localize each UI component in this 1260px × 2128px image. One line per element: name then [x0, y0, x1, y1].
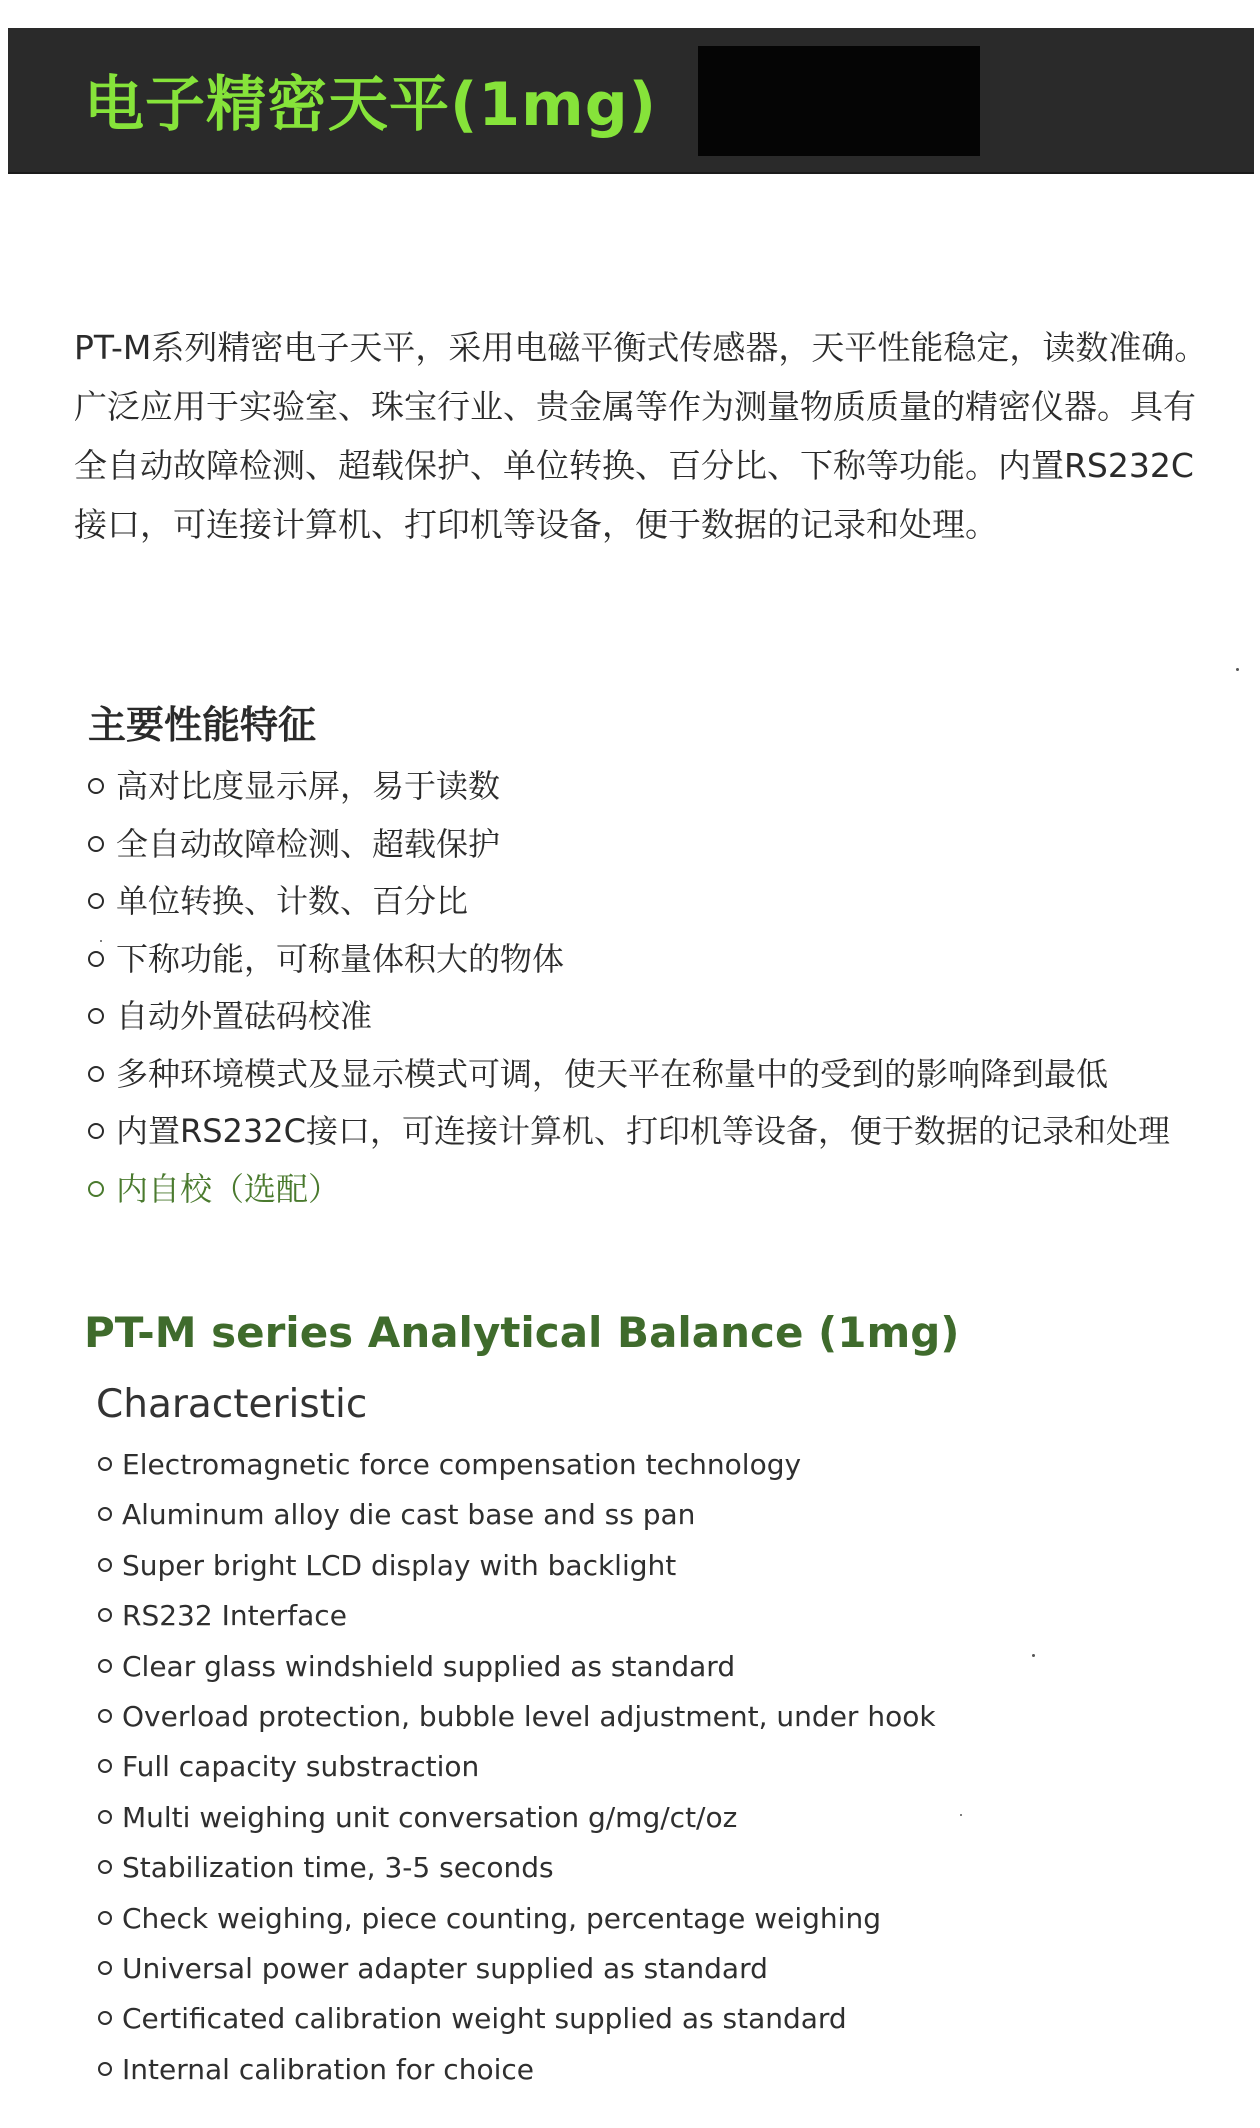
- circle-bullet-icon: [88, 1008, 104, 1024]
- intro-line: 全自动故障检测、超载保护、单位转换、百分比、下称等功能。内置RS232C: [74, 446, 1194, 485]
- circle-bullet-icon: [88, 951, 104, 967]
- list-item: [98, 1440, 936, 1490]
- list-item: [98, 1742, 936, 1792]
- header-banner: [8, 28, 1254, 174]
- list-item: [98, 1894, 936, 1944]
- list-item-text: Aluminum alloy die cast base and ss pan: [122, 1498, 696, 1532]
- circle-bullet-icon: [98, 1608, 112, 1622]
- list-item-text: 下称功能，可称量体积大的物体: [116, 939, 565, 978]
- features-en-list: [98, 1440, 936, 2095]
- list-item-text: Overload protection, bubble level adjustment, under hook: [122, 1699, 936, 1733]
- list-item: [98, 1994, 936, 2044]
- list-item-text: 自动外置砝码校准: [116, 997, 373, 1035]
- list-item-text: Super bright LCD display with backlight: [122, 1548, 677, 1582]
- characteristic-subheading: Characteristic: [96, 1382, 368, 1427]
- scan-speck: [1032, 1654, 1035, 1657]
- list-item-text: Certificated calibration weight supplied as standard: [122, 2002, 847, 2036]
- circle-bullet-icon: [88, 778, 104, 794]
- features-en-heading: PT-M series Analytical Balance (1mg): [84, 1308, 960, 1357]
- list-item-text: Internal calibration for choice: [122, 2052, 534, 2086]
- circle-bullet-icon: [88, 1123, 104, 1139]
- list-item: [88, 1046, 1170, 1104]
- list-item-text: 内自校（选配）: [116, 1169, 341, 1208]
- list-item: [88, 873, 1170, 931]
- intro-line: 广泛应用于实验室、珠宝行业、贵金属等作为测量物质质量的精密仪器。具有: [74, 387, 1196, 426]
- intro-line: 接口，可连接计算机、打印机等设备，便于数据的记录和处理。: [74, 505, 998, 544]
- circle-bullet-icon: [88, 1066, 104, 1082]
- list-item: [98, 1541, 936, 1591]
- list-item-text: 多种环境模式及显示模式可调，使天平在称量中的受到的影响降到最低: [116, 1054, 1109, 1093]
- page-title: 电子精密天平(1mg): [84, 70, 658, 140]
- scan-speck: [100, 940, 102, 942]
- list-item: [88, 931, 1170, 989]
- circle-bullet-icon: [98, 1810, 112, 1824]
- circle-bullet-icon: [88, 893, 104, 909]
- circle-bullet-icon: [98, 1457, 112, 1471]
- circle-bullet-icon: [98, 1507, 112, 1521]
- intro-paragraph: [74, 318, 1234, 554]
- list-item: [88, 758, 1170, 816]
- list-item: [88, 1103, 1170, 1161]
- circle-bullet-icon: [98, 2011, 112, 2025]
- list-item: [88, 816, 1170, 874]
- features-cn-list: [88, 758, 1170, 1218]
- list-item: [98, 1944, 936, 1994]
- list-item-text: 全自动故障检测、超载保护: [116, 824, 501, 863]
- list-item-text: Universal power adapter supplied as standard: [122, 1951, 768, 1985]
- list-item-text: Multi weighing unit conversation g/mg/ct/oz: [122, 1800, 738, 1834]
- list-item: [88, 988, 1170, 1046]
- list-item: [98, 1793, 936, 1843]
- features-cn-heading: 主要性能特征: [88, 703, 317, 747]
- circle-bullet-icon: [98, 2062, 112, 2076]
- circle-bullet-icon: [98, 1558, 112, 1572]
- list-item: [98, 1591, 936, 1641]
- list-item-text: Clear glass windshield supplied as standard: [122, 1649, 736, 1683]
- list-item: [98, 1490, 936, 1540]
- list-item: [98, 1843, 936, 1893]
- list-item: [98, 1642, 936, 1692]
- list-item-text: 内置RS232C接口，可连接计算机、打印机等设备，便于数据的记录和处理: [116, 1112, 1170, 1150]
- list-item-text: 高对比度显示屏，易于读数: [116, 767, 501, 805]
- intro-line: PT-M系列精密电子天平，采用电磁平衡式传感器，天平性能稳定，读数准确。: [74, 328, 1208, 367]
- circle-bullet-icon: [98, 1659, 112, 1673]
- circle-bullet-icon: [98, 1961, 112, 1975]
- list-item-text: 单位转换、计数、百分比: [116, 882, 469, 920]
- circle-bullet-icon: [88, 836, 104, 852]
- scan-speck: [960, 1814, 962, 1816]
- circle-bullet-icon: [98, 1709, 112, 1723]
- list-item-text: Check weighing, piece counting, percentage weighing: [122, 1901, 881, 1935]
- list-item-text: Full capacity substraction: [122, 1750, 480, 1784]
- list-item-text: Stabilization time, 3-5 seconds: [122, 1851, 554, 1885]
- redacted-area: [698, 46, 980, 156]
- list-item: [98, 1692, 936, 1742]
- list-item-text: Electromagnetic force compensation technology: [122, 1448, 802, 1481]
- circle-bullet-icon: [88, 1181, 104, 1197]
- circle-bullet-icon: [98, 1860, 112, 1874]
- scan-speck: [1236, 668, 1239, 671]
- list-item-optional: [88, 1161, 1170, 1219]
- circle-bullet-icon: [98, 1911, 112, 1925]
- list-item-text: RS232 Interface: [122, 1599, 347, 1633]
- circle-bullet-icon: [98, 1759, 112, 1773]
- list-item: [98, 2045, 936, 2095]
